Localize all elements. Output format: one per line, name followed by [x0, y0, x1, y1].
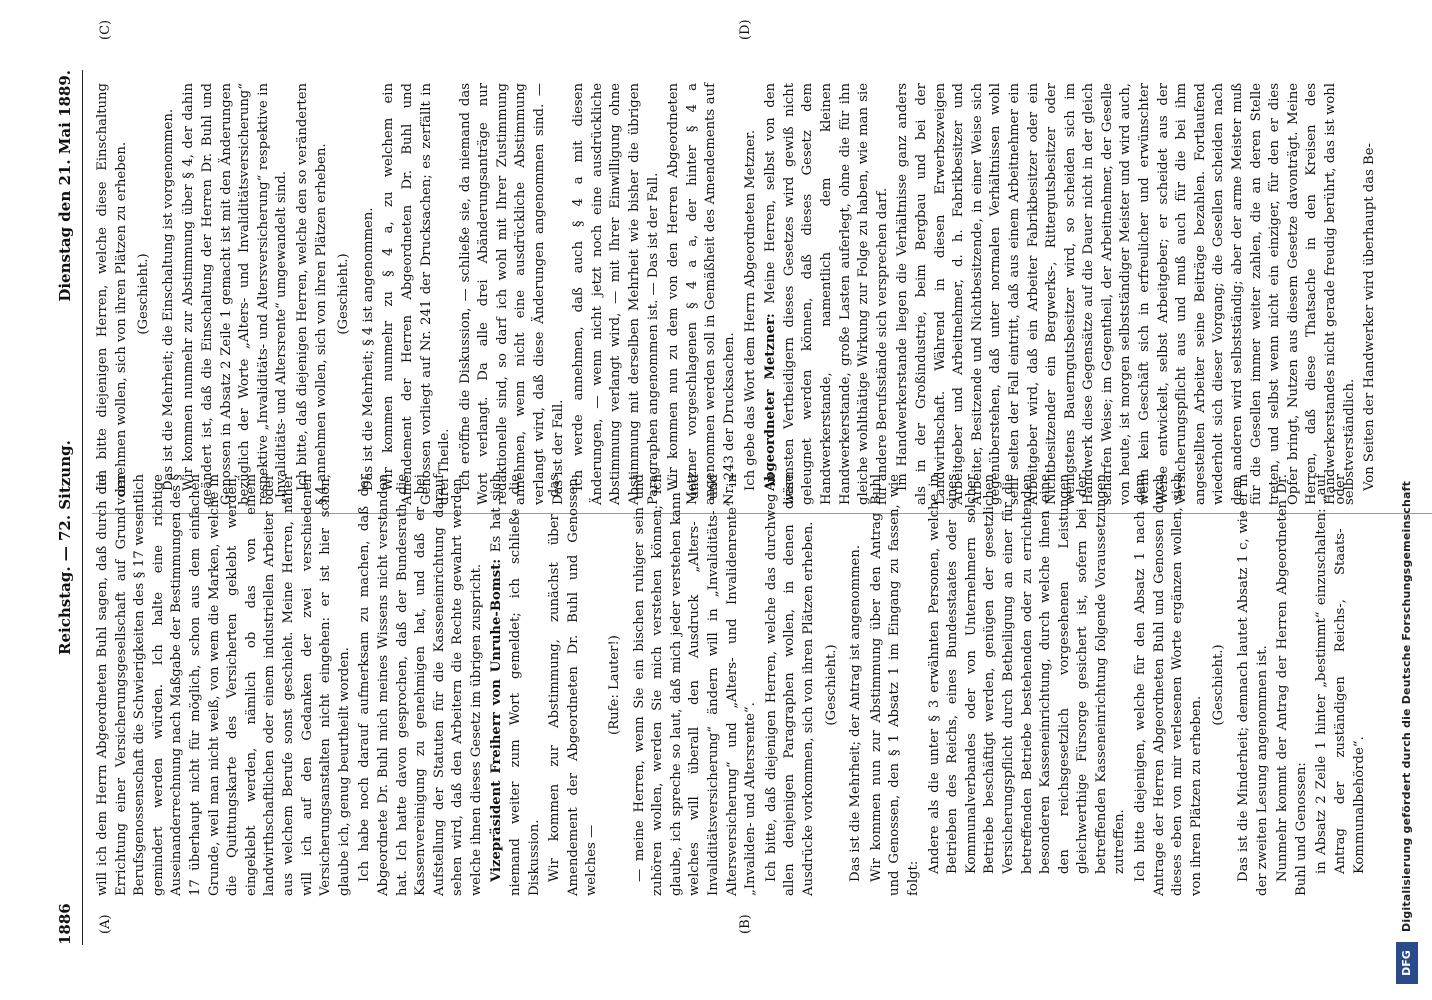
digitization-credit: Digitalisierung gefördert durch die Deutsche Forschungsgemeinschaft: [1400, 480, 1413, 932]
paragraph: Ich habe noch darauf aufmerksam zu machen, daß der Abgeordnete Dr. Buhl mich meines Wissens nicht verstanden hat. Ich hatte davon gesprochen, daß der Bundesrath die Kassenvereinigung zu genehmigen hat, und daß er bei Aufstellung der Statuten für die Kasseneinrichtung darauf sehen wird, daß den Arbeitern die Rechte gewahrt werden, welche ihnen dieses Gesetz im übrigen zuspricht.: [357, 474, 484, 896]
session-title: Reichstag. — 72. Sitzung.: [56, 440, 74, 655]
paragraph: Ich bitte diejenigen, welche für den Absatz 1 nach dem Antrage der Herren Abgeordneten Buhl und Genossen durch dieses eben von mir verlesenen Worte ergänzen wollen, sich von ihren Plätzen zu erheben.: [1133, 474, 1204, 896]
right-column: [94, 83, 1382, 505]
interjection: (Geschieht.): [136, 253, 152, 335]
paragraph: will ich dem Herrn Abgeordneten Buhl sagen, daß durch die Errichtung einer Versicherungsgesellschaft auf Grund der Berufsgenossenschaft die Schwierigkeiten des § 17 wesentlich gemindert werden würden. Ich halte eine richtige Auseinanderrechnung nach Maßgabe der Bestimmungen des § 17 überhaupt nicht für möglich, schon aus dem einfachen Grunde, weil man nicht weiß, von wem die Marken, welche in die Quittungskarte des Versicherten geklebt werden, eingeklebt werden, nämlich ob das von einem landwirthschaftlichen oder einem industriellen Arbeiter oder aus welchem Berufe sonst geschieht. Meine Herren, näher will ich auf den Gedanken der zwei verschiedenen Versicherungsanstalten nicht eingehen: er ist hier schon, glaube ich, genug beurtheilt worden.: [95, 474, 352, 896]
margin-mark-b: (B): [738, 914, 753, 934]
paragraph: Ich gebe das Wort dem Herrn Abgeordneten Metzner.: [742, 129, 758, 491]
paragraph: — meine Herren, wenn Sie ein bischen ruhiger sein und zuhören wollen, werden Sie mich verstehen können; ich glaube, ich spreche so laut, daß mich jeder verstehen kann — welches will überall den Ausdruck „Alters- und Invaliditätsversicherung“ ändern will in „Invaliditäts- und Altersversicherung“ und „Alters- und Invalidenrente“ in „Invaliden- und Altersrente“.: [631, 474, 759, 896]
interjection: (Geschieht.): [336, 253, 352, 335]
session-date: Dienstag den 21. Mai 1889.: [56, 70, 74, 302]
speaker-paragraph: [762, 83, 892, 505]
digitization-credit-bar: [1390, 8, 1426, 992]
interjection: (Geschieht.): [823, 644, 839, 726]
paragraph: Ich bitte, daß diejenigen Herren, welche das durchweg in allen denjenigen Paragraphen wollen, in denen diese Ausdrücke vorkommen, sich von ihren Plätzen erheben.: [763, 474, 816, 896]
dfg-logo: DFG: [1396, 942, 1418, 984]
interjection: (Geschieht.): [1211, 644, 1227, 726]
paragraph: Das ist die Mehrheit; der Antrag ist angenommen.: [848, 545, 864, 882]
paragraph: Wir kommen nunmehr zur Abstimmung über § 4, der dahin geändert ist, daß die Einschaltung der Herren Dr. Buhl und Genossen in Absatz 2 Zeile 1 gemacht ist mit den Änderungen bezüglich der Worte „Alters- und Invaliditätsversicherung“ respektive „Invaliditäts- und Altersversicherung“ respektive in „Invaliditäts- und Altersrente“ umgewandelt sind.: [181, 83, 290, 505]
paragraph: Ich werde annehmen, daß auch § 4 a mit diesen Änderungen, — wenn nicht jetzt noch eine ausdrückliche Abstimmung verlangt wird, — mit Ihrer Einwilligung ohne Abstimmung mit derselben Mehrheit wie bisher die übrigen Paragraphen angenommen ist. — Das ist der Fall.: [571, 83, 661, 505]
speaker-name: Abgeordneter Metzner:: [763, 313, 779, 491]
paragraph: Das ist die Minderheit; demnach lautet Absatz 1 c, wie er in der zweiten Lesung angenommen ist.: [1236, 474, 1270, 896]
left-column: [94, 474, 1371, 896]
paragraph: Wir kommen nunmehr zu § 4 a, zu welchem ein Amendement der Herren Abgeordneten Dr. Buhl und Genossen vorliegt auf Nr. 241 der Drucksachen; es zerfällt in drei Theile.: [381, 83, 453, 505]
paragraph: Nunmehr kommt der Antrag der Herren Abgeordneten Dr. Buhl und Genossen:: [1275, 474, 1309, 896]
speech-text: Meine Herren, selbst von den wärmsten Vertheidigern dieses Gesetzes wird gewiß nicht geleugnet werden können, daß dieses Gesetz dem Handwerkerstande, namentlich dem kleinen Handwerkerstande, große Lasten auferlegt, ohne die für ihn gleiche wohlthätige Wirkung zur Folge zu haben, wie man sie für andere Berufsstände sich versprechen darf.: [763, 83, 890, 505]
margin-mark-a: (A): [98, 914, 113, 934]
paragraph: Ich bitte diejenigen Herren, welche diese Einschaltung vornehmen wollen, sich von ihren Plätzen zu erheben.: [95, 83, 129, 505]
margin-mark-d: (D): [738, 19, 753, 40]
president-paragraph: [488, 474, 544, 896]
quoted-amendment: in Absatz 2 Zeile 1 hinter „bestimmt“ einzuschalten: „auf Antrag der zuständigen Reichs-, Staats- oder Kommunalbehörde“.: [1314, 474, 1367, 874]
paragraph: Von Seiten der Handwerker wird überhaupt das Be-: [1362, 143, 1378, 491]
page-number: 1886: [56, 903, 74, 945]
paragraph: Ich eröffne die Diskussion, — schließe sie, da niemand das Wort verlangt. Da alle drei Abänderungsanträge nur redaktionelle sind, so darf ich wohl mit Ihrer Zustimmung annehmen, wenn nicht eine ausdrückliche Abstimmung verlangt wird, daß diese Änderungen angenommen sind. — Das ist der Fall.: [457, 83, 566, 505]
paragraph: Im Handwerkerstande liegen die Verhältnisse ganz anders als in der Großindustrie, beim Bergbau und bei der Landwirthschaft. Während in diesen Erwerbszweigen Arbeitgeber und Arbeitnehmer, d. h. Fabrikbesitzer und Arbeiter, Besitzende und Nichtbesitzende, in einer Weise sich gegenüberstehen, daß unter normalen Verhältnissen wohl sehr selten der Fall eintritt, daß aus einem Arbeitnehmer ein Arbeitgeber wird, daß ein Arbeiter Fabrikbesitzer oder ein Nichtbesitzender ein Bergwerks-, Rittergutsbesitzer oder wenigstens Bauerngutsbesitzer wird, so scheiden sich im Handwerk diese Gegensätze auf die Dauer nicht in der gleich scharfen Weise; im Gegentheil, der Arbeitnehmer, der Geselle von heute, ist morgen selbstständiger Meister und wird auch, wenn kein Geschäft sich in erfreulicher und erwünschter Weise entwickelt, selbst Arbeitgeber; er scheidet aus der Versicherungspflicht aus und muß auch für die bei ihm angestellten Arbeiter seine Beiträge bezahlen. Fortlaufend wiederholt sich dieser Vorgang; die Gesellen scheiden nach dem anderen wird selbstständig; aber der arme Meister muß für die Gesellen immer weiter zahlen, die an deren Stelle treten, und selbst wenn nicht ein einziger, für den er dies Opfer bringt, Nutzen aus diesem Gesetze davonträgt. Meine Herren, daß diese Thatsache in den Kreisen des Handwerkerstandes nicht gerade freudig berührt, das ist wohl selbstverständlich.: [895, 83, 1357, 505]
speaker-name: Vizepräsident Freiherr von Unruhe-Bomst:: [489, 558, 505, 882]
speech-text: Es hat sich niemand weiter zum Wort gemeldet; ich schließe die Diskussion.: [489, 474, 542, 896]
interjection: (Rufe: Lauter!): [607, 635, 623, 735]
paragraph: Das ist die Mehrheit; die Einschaltung ist vorgenommen.: [160, 108, 176, 491]
paragraph: Das ist die Mehrheit; § 4 ist angenommen.: [360, 207, 376, 491]
paragraph: Wir kommen zur Abstimmung, zunächst über das Amendement der Abgeordneten Dr. Buhl und Genossen, welches —: [547, 474, 600, 896]
paragraph: Wir kommen nun zur Abstimmung über den Antrag Buhl und Genossen, den § 1 Absatz 1 im Eingang zu fassen, wie folgt:: [868, 474, 921, 896]
quoted-amendment: Andere als die unter § 3 erwähnten Personen, welche in Betrieben des Reichs, eines Bundesstaates oder eines Kommunalverbandes oder von Unternehmern solcher Betriebe beschäftigt werden, genügen der gesetzlichen Versicherungspflicht durch Betheiligung an einer für die betreffenden Betriebe bestehenden oder zu errichtenden besonderen Kasseneinrichtung, durch welche ihnen eine den reichsgesetzlich vorgesehenen Leistungen gleichwerthige Fürsorge gesichert ist, sofern bei der betreffenden Kasseneinrichtung folgende Voraussetzungen zutreffen.: [926, 474, 1128, 874]
paragraph: Wir kommen nun zu dem von den Herren Abgeordneten Metzner vorgeschlagenen § 4 a a, der hinter § 4 a angenommen werden soll in Gemäßheit des Amendements auf Nr. 243 der Drucksachen.: [666, 83, 737, 505]
paragraph: Ich bitte, daß diejenigen Herren, welche den so veränderten § 4 annehmen wollen, sich von ihren Plätzen erheben.: [294, 83, 329, 505]
page-header: [56, 70, 83, 945]
margin-mark-c: (C): [98, 19, 113, 40]
